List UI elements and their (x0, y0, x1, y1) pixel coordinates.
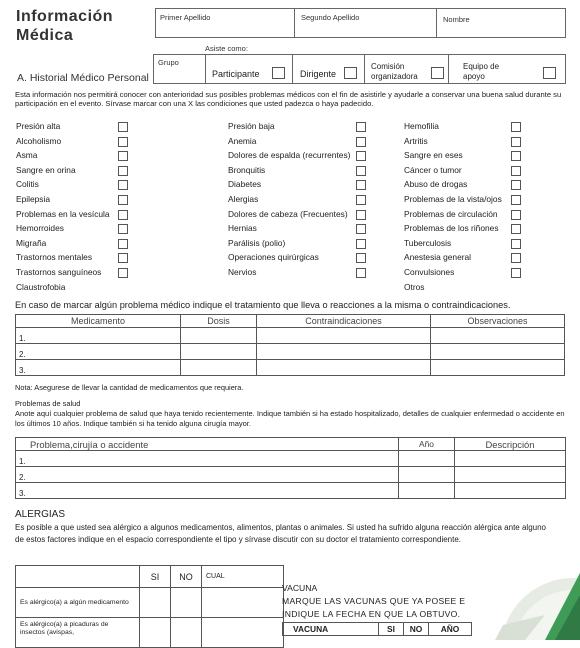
condition-label: Anestesia general (404, 252, 472, 263)
condition-checkbox[interactable] (356, 224, 366, 234)
condition-checkbox[interactable] (511, 137, 521, 147)
condition-label: Bronquitis (228, 164, 266, 175)
title-line-2: Médica (16, 27, 74, 44)
allergy-header-si: SI (140, 566, 171, 588)
condition-checkbox[interactable] (511, 195, 521, 205)
condition-label: Hemofilia (404, 121, 439, 131)
condition-label: Asma (16, 150, 38, 161)
condition-checkbox[interactable] (118, 195, 128, 205)
treatment-header-obs: Observaciones (431, 315, 565, 328)
condition-label: Colitis (16, 179, 39, 190)
condition-label: Otros (404, 281, 425, 292)
condition-label: Problemas de la vista/ojos (404, 194, 502, 204)
condition-label: Epilepsia (16, 194, 50, 204)
condition-label: Cáncer o tumor (404, 164, 462, 175)
condition-label: Parálisis (polio) (228, 237, 286, 248)
logo-emblem (485, 555, 580, 640)
condition-label: Alergias (228, 194, 259, 204)
vaccine-title: VACUNA (282, 583, 318, 593)
condition-checkbox[interactable] (511, 122, 521, 132)
title-line-1: Información (16, 8, 114, 25)
condition-label: Sangre en orina (16, 164, 76, 175)
condition-label: Tuberculosis (404, 237, 452, 248)
vaccine-header-no: NO (404, 623, 429, 636)
treatment-header-dosis: Dosis (181, 315, 257, 328)
condition-checkbox[interactable] (118, 166, 128, 176)
name-field[interactable] (436, 8, 566, 38)
first-surname-label: Primer Apellido (160, 13, 211, 22)
table-row[interactable]: 3. (16, 483, 566, 499)
attends-option-participante: Participante (212, 69, 260, 79)
condition-label: Problemas de los riñones (404, 223, 499, 234)
condition-checkbox[interactable] (118, 210, 128, 220)
condition-label: Hemorroides (16, 223, 64, 234)
condition-checkbox[interactable] (118, 224, 128, 234)
participante-checkbox[interactable] (272, 67, 285, 79)
condition-label: Trastornos sanguíneos (16, 267, 102, 277)
condition-label: Presión baja (228, 121, 275, 131)
group-label: Grupo (158, 58, 179, 67)
condition-checkbox[interactable] (356, 239, 366, 249)
condition-label: Problemas de circulación (404, 208, 498, 219)
condition-checkbox[interactable] (118, 122, 128, 132)
equipo-checkbox[interactable] (543, 67, 556, 79)
condition-checkbox[interactable] (118, 151, 128, 161)
condition-checkbox[interactable] (118, 253, 128, 263)
vaccine-header-si: SI (379, 623, 404, 636)
condition-label: Artritis (404, 135, 428, 146)
condition-checkbox[interactable] (356, 195, 366, 205)
name-label: Nombre (443, 15, 470, 24)
allergy-header-cual: CUAL (202, 566, 284, 588)
section-a-intro: Esta información nos permitirá conocer con anterioridad sus posibles problemas médicos con el fin de asistirle y ayudarle a conservar una buena salud durante su participación en el evento. Sírvase marcar con una X las condiciones que usted padezca o haya padecido. (15, 90, 562, 108)
condition-label: Alcoholismo (16, 135, 62, 146)
treatment-header-contra: Contraindicaciones (257, 315, 431, 328)
second-surname-field[interactable] (294, 8, 437, 38)
table-row[interactable]: 2. (16, 344, 565, 360)
table-row[interactable]: 3. (16, 360, 565, 376)
condition-checkbox[interactable] (511, 253, 521, 263)
allergy-row-label: Es alérgico(a) a picaduras de insectos (avispas, (16, 618, 140, 648)
attends-option-dirigente: Dirigente (300, 69, 337, 79)
second-surname-label: Segundo Apellido (301, 13, 360, 22)
table-row[interactable] (16, 618, 284, 648)
condition-label: Anemia (228, 135, 257, 146)
hp-header-anio: Año (399, 438, 455, 451)
hp-header-descripcion: Descripción (455, 438, 566, 451)
treatment-table (15, 314, 565, 376)
attends-option-equipo: Equipo de apoyo (463, 62, 500, 81)
condition-checkbox[interactable] (118, 180, 128, 190)
condition-label: Operaciones quirúrgicas (228, 252, 319, 263)
condition-checkbox[interactable] (511, 239, 521, 249)
condition-checkbox[interactable] (511, 166, 521, 176)
condition-checkbox[interactable] (356, 210, 366, 220)
health-problems-table (15, 437, 566, 499)
attends-label: Asiste como: (205, 44, 248, 53)
condition-checkbox[interactable] (511, 151, 521, 161)
dirigente-checkbox[interactable] (344, 67, 357, 79)
condition-label: Claustrofobia (16, 281, 66, 292)
table-row[interactable]: 2. (16, 467, 566, 483)
condition-label: Hernias (228, 223, 257, 234)
condition-checkbox[interactable] (118, 239, 128, 249)
condition-checkbox[interactable] (511, 210, 521, 220)
condition-label: Diabetes (228, 179, 262, 190)
condition-label: Dolores de espalda (recurrentes) (228, 150, 351, 161)
condition-checkbox[interactable] (356, 166, 366, 176)
vaccine-header-anio: AÑO (429, 623, 472, 636)
condition-checkbox[interactable] (511, 224, 521, 234)
condition-checkbox[interactable] (356, 151, 366, 161)
table-row[interactable]: 1. (16, 451, 566, 467)
condition-checkbox[interactable] (356, 137, 366, 147)
attends-option-comision: Comisión organizadora (371, 62, 418, 81)
hp-header-problema: Problema,cirujía o accidente (16, 438, 399, 451)
page-title (16, 7, 113, 45)
vaccine-table (282, 622, 472, 636)
condition-checkbox[interactable] (118, 268, 128, 278)
condition-checkbox[interactable] (511, 268, 521, 278)
condition-label: Problemas en la vesícula (16, 208, 110, 219)
vaccine-text: MARQUE LAS VACUNAS QUE YA POSEE E INDIQUE LA FECHA EN QUE LA OBTUVO. (282, 596, 466, 619)
allergies-text: Es posible a que usted sea alérgico a algunos medicamentos, alimentos, plantas o animales. Si usted ha sufrido alguna reacción alérgica ante alguno de estos factores indique en el espacio correspondiente el tipo y sírvase discutir con su doctor el tratamiento correspondiente. (15, 523, 546, 544)
condition-label: Abuso de drogas (404, 179, 468, 190)
health-problems-text: Anote aquí cualquier problema de salud que haya tenido recientemente. Indique también si ha estado hospitalizado, detalles de cualquier enfermedad o accidente en los últimos 10 años. Indique también si ha tenido alguna cirugía mayor. (15, 409, 565, 428)
allergy-row-label: Es alérgico(a) a algún medicamento (16, 588, 140, 618)
section-a-title: A. Historial Médico Personal (17, 72, 149, 84)
table-row[interactable] (16, 588, 284, 618)
condition-label: Nervios (228, 267, 257, 277)
allergies-table (15, 565, 284, 648)
vaccine-header-vacuna: VACUNA (283, 623, 379, 636)
condition-label: Dolores de cabeza (Frecuentes) (228, 208, 348, 219)
treatment-note: Nota: Asegurese de llevar la cantidad de medicamentos que requiera. (15, 383, 244, 392)
condition-checkbox[interactable] (511, 180, 521, 190)
allergies-title: ALERGIAS (15, 509, 66, 520)
condition-checkbox[interactable] (356, 122, 366, 132)
comision-checkbox[interactable] (431, 67, 444, 79)
treatment-header-medicamento: Medicamento (16, 315, 181, 328)
attends-divider-2 (448, 54, 449, 84)
condition-checkbox[interactable] (118, 137, 128, 147)
condition-checkbox[interactable] (356, 268, 366, 278)
health-problems-title: Problemas de salud (15, 399, 81, 408)
table-row[interactable]: 1. (16, 328, 565, 344)
condition-checkbox[interactable] (356, 253, 366, 263)
condition-label: Trastornos mentales (16, 252, 93, 263)
allergy-header-no: NO (171, 566, 202, 588)
condition-label: Sangre en eses (404, 150, 463, 161)
condition-label: Convulsiones (404, 267, 455, 277)
condition-label: Presión alta (16, 121, 61, 131)
treatment-instruction: En caso de marcar algún problema médico indique el tratamiento que lleva o reacciones a la misma o contraindicaciones. (15, 300, 511, 310)
condition-label: Migraña (16, 237, 47, 248)
first-surname-field[interactable] (155, 8, 295, 38)
condition-checkbox[interactable] (356, 180, 366, 190)
